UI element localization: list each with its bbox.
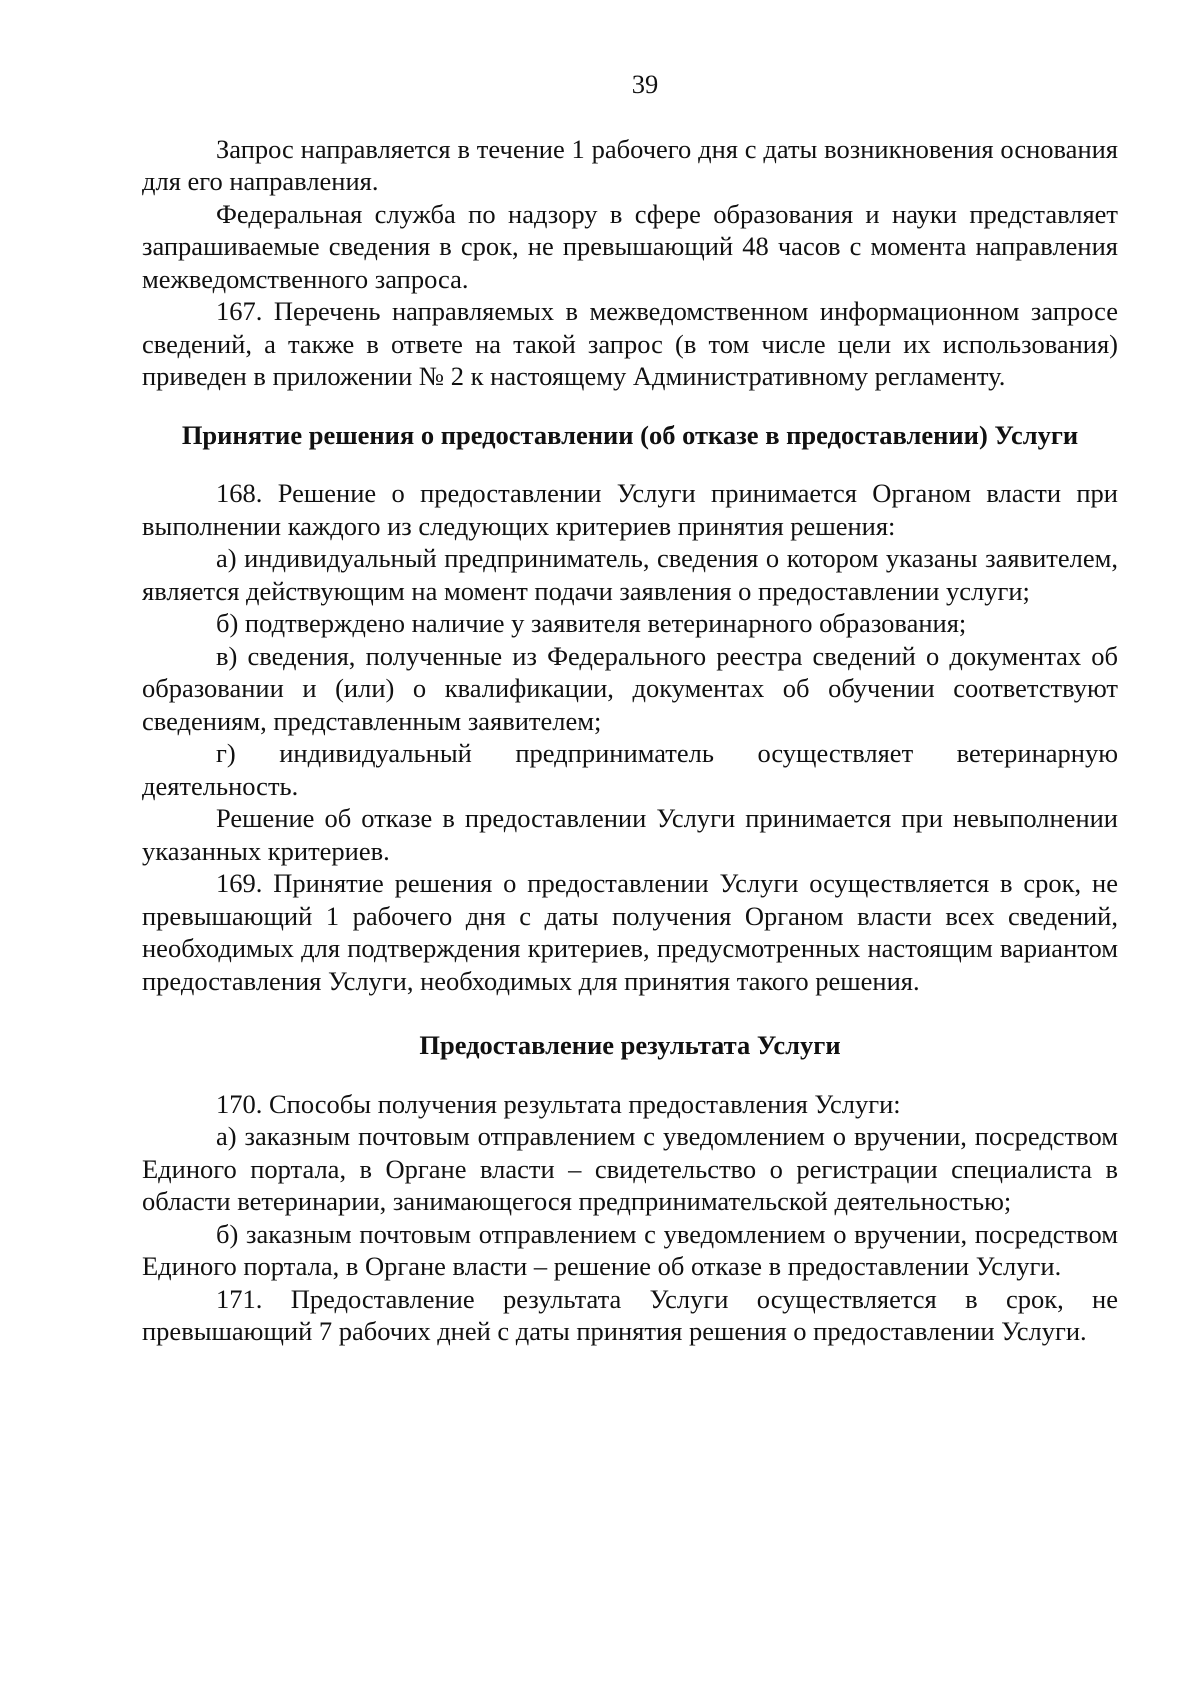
paragraph-168: 168. Решение о предоставлении Услуги принимается Органом власти при выполнении каждого из следующих критериев принятия решения: bbox=[142, 478, 1118, 541]
paragraph-request-deadline: Запрос направляется в течение 1 рабочего дня с даты возникновения основания для его направления. bbox=[142, 133, 1118, 196]
paragraph-167: 167. Перечень направляемых в межведомственном информационном запросе сведений, а также в ответе на такой запрос (в том числе цели их использования) приведен в приложении № 2 к настоящему Административному регламенту. bbox=[142, 296, 1118, 391]
list-item-170-b: б) заказным почтовым отправлением с уведомлением о вручении, посредством Единого портала, в Органе власти – решение об отказе в предоставлении Услуги. bbox=[142, 1218, 1118, 1281]
paragraph-federal-service: Федеральная служба по надзору в сфере образования и науки представляет запрашиваемые сведения в срок, не превышающий 48 часов с момента направления межведомственного запроса. bbox=[142, 198, 1118, 294]
paragraph-refusal-decision: Решение об отказе в предоставлении Услуги принимается при невыполнении указанных критериев. bbox=[142, 803, 1118, 866]
list-item-168-g: г) индивидуальный предприниматель осуществляет ветеринарную деятельность. bbox=[142, 738, 1118, 801]
paragraph-169: 169. Принятие решения о предоставлении Услуги осуществляется в срок, не превышающий 1 рабочего дня с даты получения Органом власти всех сведений, необходимых для подтверждения критериев, предусмотренных настоящим вариантом предоставления Услуги, необходимых для принятия такого решения. bbox=[142, 868, 1118, 996]
section-heading-decision: Принятие решения о предоставлении (об отказе в предоставлении) Услуги bbox=[181, 419, 1079, 450]
paragraph-170: 170. Способы получения результата предоставления Услуги: bbox=[216, 1088, 901, 1119]
section-heading-result: Предоставление результата Услуги bbox=[419, 1030, 841, 1060]
list-item-168-b: б) подтверждено наличие у заявителя ветеринарного образования; bbox=[216, 608, 967, 638]
list-item-170-a: а) заказным почтовым отправлением с уведомлением о вручении, посредством Единого портала, в Органе власти – свидетельство о регистрации специалиста в области ветеринарии, занимающегося предпринимательской деятельностью; bbox=[142, 1121, 1118, 1216]
paragraph-171: 171. Предоставление результата Услуги осуществляется в срок, не превышающий 7 рабочих дней с даты принятия решения о предоставлении Услуги. bbox=[142, 1283, 1118, 1346]
list-item-168-a: а) индивидуальный предприниматель, сведения о котором указаны заявителем, является действующим на момент подачи заявления о предоставлении услуги; bbox=[142, 543, 1118, 606]
list-item-168-v: в) сведения, полученные из Федерального реестра сведений о документах об образовании и (или) о квалификации, документах об обучении соответствуют сведениям, представленным заявителем; bbox=[142, 640, 1118, 736]
page-number: 39 bbox=[631, 69, 659, 99]
